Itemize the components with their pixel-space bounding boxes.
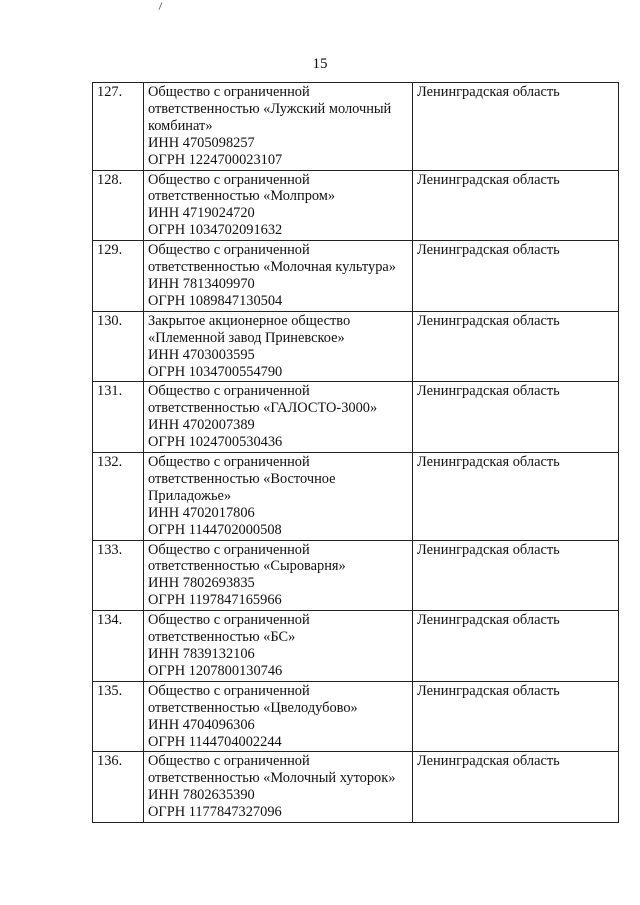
- organization-name: Общество с ограниченной ответственностью «БС»: [148, 612, 310, 646]
- row-number: 129.: [93, 241, 144, 312]
- organization-name: Общество с ограниченной ответственностью «Лужский молочный комбинат»: [148, 84, 392, 134]
- row-number: 128.: [93, 170, 144, 241]
- ogrn-number: ОГРН 1034702091632: [148, 222, 283, 239]
- organization-cell: [144, 752, 413, 823]
- row-number: 133.: [93, 540, 144, 611]
- organization-cell: [144, 681, 413, 752]
- inn-number: ИНН 4704096306: [148, 716, 255, 733]
- region-cell: Ленинградская область: [413, 611, 619, 682]
- organizations-table: [92, 82, 619, 823]
- ogrn-number: ОГРН 1207800130746: [148, 662, 283, 679]
- ogrn-number: ОГРН 1197847165966: [148, 592, 282, 609]
- table-row: [93, 170, 619, 241]
- row-number: 131.: [93, 382, 144, 453]
- table-row: [93, 681, 619, 752]
- table-row: [93, 752, 619, 823]
- region-cell: Ленинградская область: [413, 540, 619, 611]
- region-cell: Ленинградская область: [413, 83, 619, 171]
- organization-name: Общество с ограниченной ответственностью «Сыроварня»: [148, 541, 346, 575]
- inn-number: ИНН 7813409970: [148, 275, 255, 292]
- region-cell: Ленинградская область: [413, 241, 619, 312]
- inn-number: ИНН 7839132106: [148, 646, 255, 662]
- row-number: 134.: [93, 611, 144, 682]
- region-cell: Ленинградская область: [413, 311, 619, 382]
- organization-name: Общество с ограниченной ответственностью «Цвелодубово»: [148, 682, 358, 716]
- row-number: 135.: [93, 681, 144, 752]
- inn-number: ИНН 4702007389: [148, 417, 255, 434]
- inn-number: ИНН 4719024720: [148, 205, 255, 222]
- organization-name: Общество с ограниченной ответственностью «Молпром»: [148, 171, 336, 205]
- scan-mark: [159, 2, 163, 10]
- inn-number: ИНН 4705098257: [148, 134, 255, 151]
- organization-name: Общество с ограниченной ответственностью «Восточное Приладожье»: [148, 454, 336, 504]
- table-row: [93, 611, 619, 682]
- region-cell: Ленинградская область: [413, 681, 619, 752]
- table-row: [93, 241, 619, 312]
- organization-cell: [144, 83, 413, 171]
- ogrn-number: ОГРН 1024700530436: [148, 434, 283, 451]
- table-row: [93, 453, 619, 541]
- organization-cell: [144, 311, 413, 382]
- row-number: 130.: [93, 311, 144, 382]
- ogrn-number: ОГРН 1089847130504: [148, 292, 283, 309]
- ogrn-number: ОГРН 1177847327096: [148, 804, 282, 821]
- organization-name: Общество с ограниченной ответственностью «Молочная культура»: [148, 242, 396, 276]
- ogrn-number: ОГРН 1224700023107: [148, 151, 283, 168]
- organization-name: Закрытое акционерное общество «Племенной завод Приневское»: [148, 312, 351, 346]
- organization-cell: [144, 382, 413, 453]
- row-number: 127.: [93, 83, 144, 171]
- table-row: [93, 540, 619, 611]
- row-number: 136.: [93, 752, 144, 823]
- organization-cell: [144, 241, 413, 312]
- region-cell: Ленинградская область: [413, 382, 619, 453]
- organization-cell: [144, 170, 413, 241]
- organization-name: Общество с ограниченной ответственностью «ГАЛОСТО-3000»: [148, 383, 378, 417]
- inn-number: ИНН 4702017806: [148, 504, 255, 521]
- region-cell: Ленинградская область: [413, 170, 619, 241]
- organization-name: Общество с ограниченной ответственностью «Молочный хуторок»: [148, 753, 396, 787]
- row-number: 132.: [93, 453, 144, 541]
- organization-cell: [144, 611, 413, 682]
- table-row: [93, 83, 619, 171]
- region-cell: Ленинградская область: [413, 453, 619, 541]
- inn-number: ИНН 7802635390: [148, 787, 255, 804]
- table-row: [93, 311, 619, 382]
- organization-cell: [144, 540, 413, 611]
- inn-number: ИНН 7802693835: [148, 575, 255, 592]
- ogrn-number: ОГРН 1034700554790: [148, 363, 283, 380]
- organization-cell: [144, 453, 413, 541]
- ogrn-number: ОГРН 1144704002244: [148, 733, 282, 750]
- ogrn-number: ОГРН 1144702000508: [148, 521, 282, 538]
- region-cell: Ленинградская область: [413, 752, 619, 823]
- inn-number: ИНН 4703003595: [148, 346, 255, 363]
- table-row: [93, 382, 619, 453]
- page-number: 15: [312, 56, 328, 72]
